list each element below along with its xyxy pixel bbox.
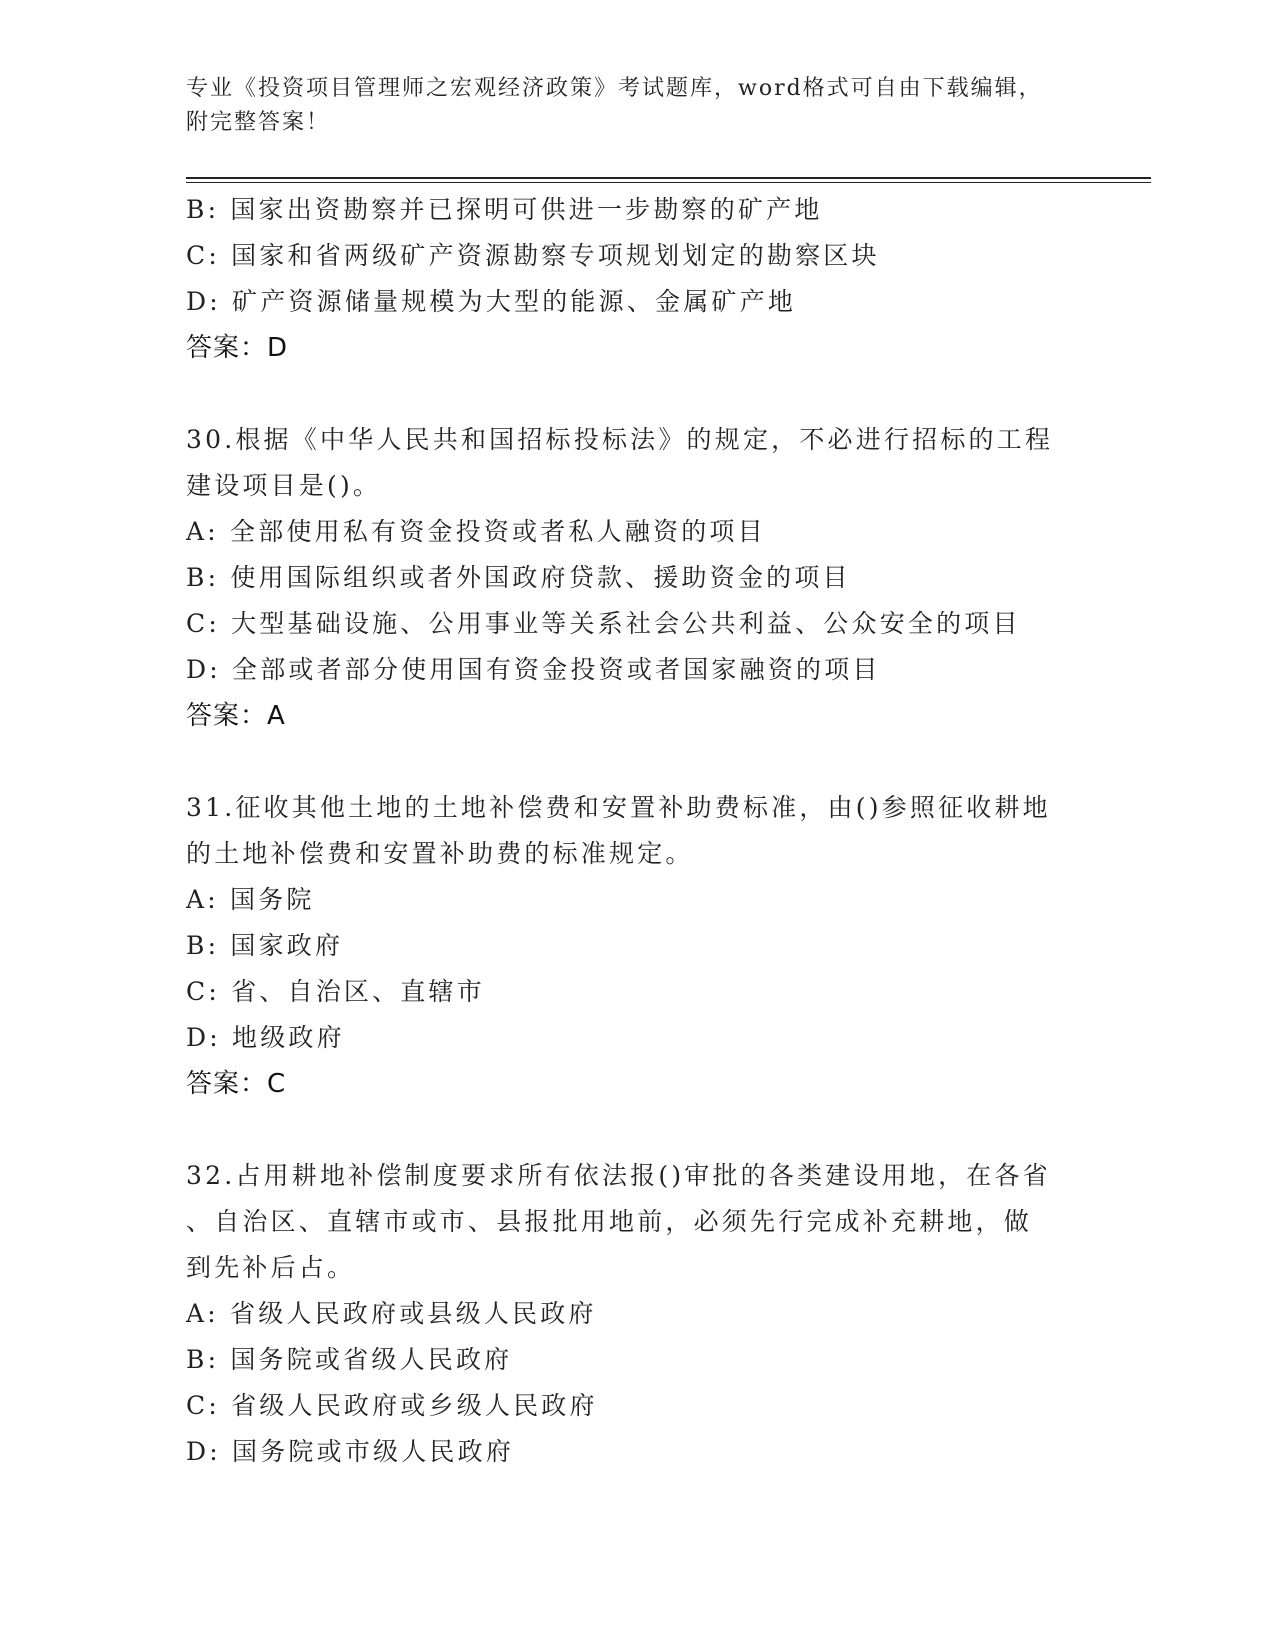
spacer — [186, 739, 1086, 785]
option-c: C: 省、自治区、直辖市 — [186, 977, 485, 1006]
answer-line: 答案：C — [186, 1069, 287, 1099]
question-block-30 — [186, 417, 1086, 739]
question-block-31 — [186, 785, 1086, 1107]
option-a: A: 国务院 — [186, 885, 315, 914]
question-stem: 30.根据《中华人民共和国招标投标法》的规定，不必进行招标的工程 — [186, 425, 1054, 454]
question-stem: 31.征收其他土地的土地补偿费和安置补助费标准，由()参照征收耕地 — [186, 793, 1051, 822]
question-stem: 建设项目是()。 — [186, 471, 382, 500]
question-stem: 32.占用耕地补偿制度要求所有依法报()审批的各类建设用地，在各省 — [186, 1161, 1051, 1190]
spacer — [186, 1107, 1086, 1153]
option-d: D: 矿产资源储量规模为大型的能源、金属矿产地 — [186, 287, 797, 316]
question-block-32 — [186, 1153, 1086, 1475]
option-a: A: 全部使用私有资金投资或者私人融资的项目 — [186, 517, 766, 546]
document-header — [186, 72, 1066, 140]
option-c: C: 省级人民政府或乡级人民政府 — [186, 1391, 598, 1420]
option-a: A: 省级人民政府或县级人民政府 — [186, 1299, 597, 1328]
question-stem: 的土地补偿费和安置补助费的标准规定。 — [186, 839, 694, 868]
header-rule-thick — [186, 177, 1151, 179]
option-d: D: 地级政府 — [186, 1023, 345, 1052]
question-list — [186, 187, 1086, 1475]
option-c: C: 国家和省两级矿产资源勘察专项规划划定的勘察区块 — [186, 241, 880, 270]
answer-line: 答案：A — [186, 701, 286, 731]
question-stem: 、自治区、直辖市或市、县报批用地前，必须先行完成补充耕地，做 — [186, 1207, 1033, 1236]
option-b: B: 国家出资勘察并已探明可供进一步勘察的矿产地 — [186, 195, 823, 224]
option-b: B: 国务院或省级人民政府 — [186, 1345, 513, 1374]
answer-line: 答案：D — [186, 333, 289, 363]
option-d: D: 国务院或市级人民政府 — [186, 1437, 515, 1466]
option-b: B: 使用国际组织或者外国政府贷款、援助资金的项目 — [186, 563, 851, 592]
question-stem: 到先补后占。 — [186, 1253, 356, 1282]
option-d: D: 全部或者部分使用国有资金投资或者国家融资的项目 — [186, 655, 881, 684]
option-c: C: 大型基础设施、公用事业等关系社会公共利益、公众安全的项目 — [186, 609, 1021, 638]
question-block-29 — [186, 187, 1086, 371]
spacer — [186, 371, 1086, 417]
option-b: B: 国家政府 — [186, 931, 344, 960]
header-line-1: 专业《投资项目管理师之宏观经济政策》考试题库，word格式可自由下载编辑， — [186, 76, 1043, 101]
header-line-2: 附完整答案！ — [186, 110, 331, 135]
header-rule-thin — [186, 182, 1151, 183]
